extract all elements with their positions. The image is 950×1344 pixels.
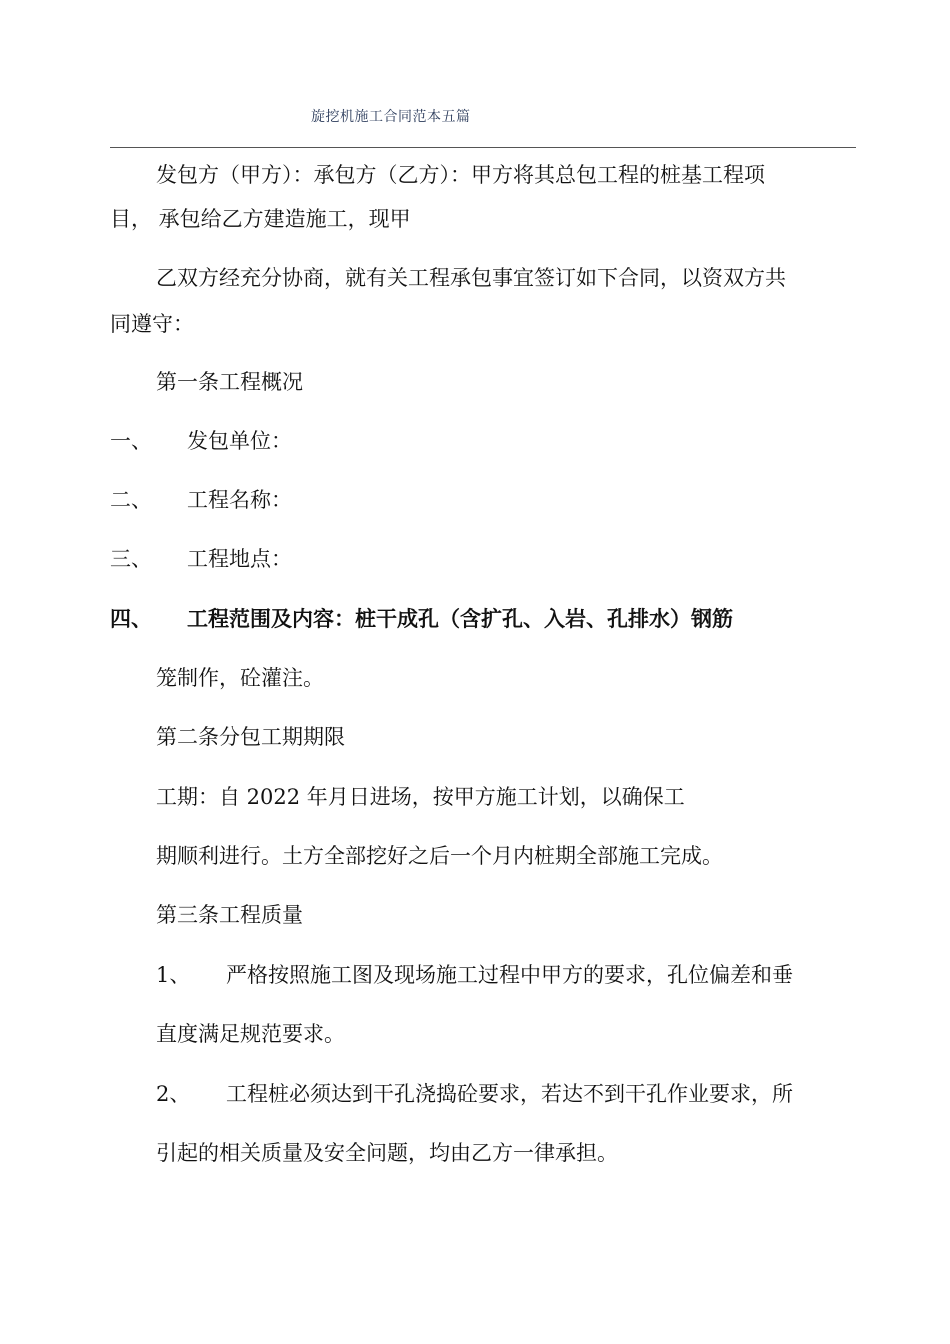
- header-divider: [110, 147, 856, 148]
- paragraph-parties-line-1: 发包方（甲方）：承包方（乙方）：甲方将其总包工程的桩基工程项: [156, 163, 765, 187]
- paragraph-parties-line-2: 目， 承包给乙方建造施工，现甲: [110, 207, 411, 231]
- document-header-title: 旋挖机施工合同范本五篇: [311, 109, 471, 125]
- quality-item-1-line-2: 直度满足规范要求。: [156, 1022, 345, 1046]
- article-3-heading: 第三条工程质量: [156, 903, 303, 927]
- item-1-text: 发包单位：: [187, 429, 292, 453]
- quality-item-1-number: 1、: [156, 963, 191, 987]
- item-1-number: 一、: [110, 429, 152, 453]
- paragraph-agreement-line-2: 同遵守：: [110, 312, 194, 336]
- period-line-2: 期顺利进行。土方全部挖好之后一个月内桩期全部施工完成。: [156, 844, 723, 868]
- quality-item-2-line-1: 工程桩必须达到干孔浇捣砼要求，若达不到干孔作业要求，所: [226, 1082, 793, 1106]
- article-2-heading: 第二条分包工期期限: [156, 725, 345, 749]
- item-3-text: 工程地点：: [187, 547, 292, 571]
- item-4-number: 四、: [110, 606, 152, 631]
- quality-item-2-number: 2、: [156, 1082, 191, 1106]
- period-line-1: 工期：自 2022 年月日进场，按甲方施工计划，以确保工: [156, 785, 685, 809]
- quality-item-1-line-1: 严格按照施工图及现场施工过程中甲方的要求，孔位偏差和垂: [226, 963, 793, 987]
- item-2-number: 二、: [110, 488, 152, 512]
- paragraph-agreement-line-1: 乙双方经充分协商，就有关工程承包事宜签订如下合同，以资双方共: [156, 266, 786, 290]
- item-2-text: 工程名称：: [187, 488, 292, 512]
- item-3-number: 三、: [110, 547, 152, 571]
- quality-item-2-line-2: 引起的相关质量及安全问题，均由乙方一律承担。: [156, 1141, 618, 1165]
- article-1-heading: 第一条工程概况: [156, 370, 303, 394]
- item-4-continuation: 笼制作，砼灌注。: [156, 666, 324, 690]
- item-4-text: 工程范围及内容：桩干成孔（含扩孔、入岩、孔排水）钢筋: [187, 606, 733, 631]
